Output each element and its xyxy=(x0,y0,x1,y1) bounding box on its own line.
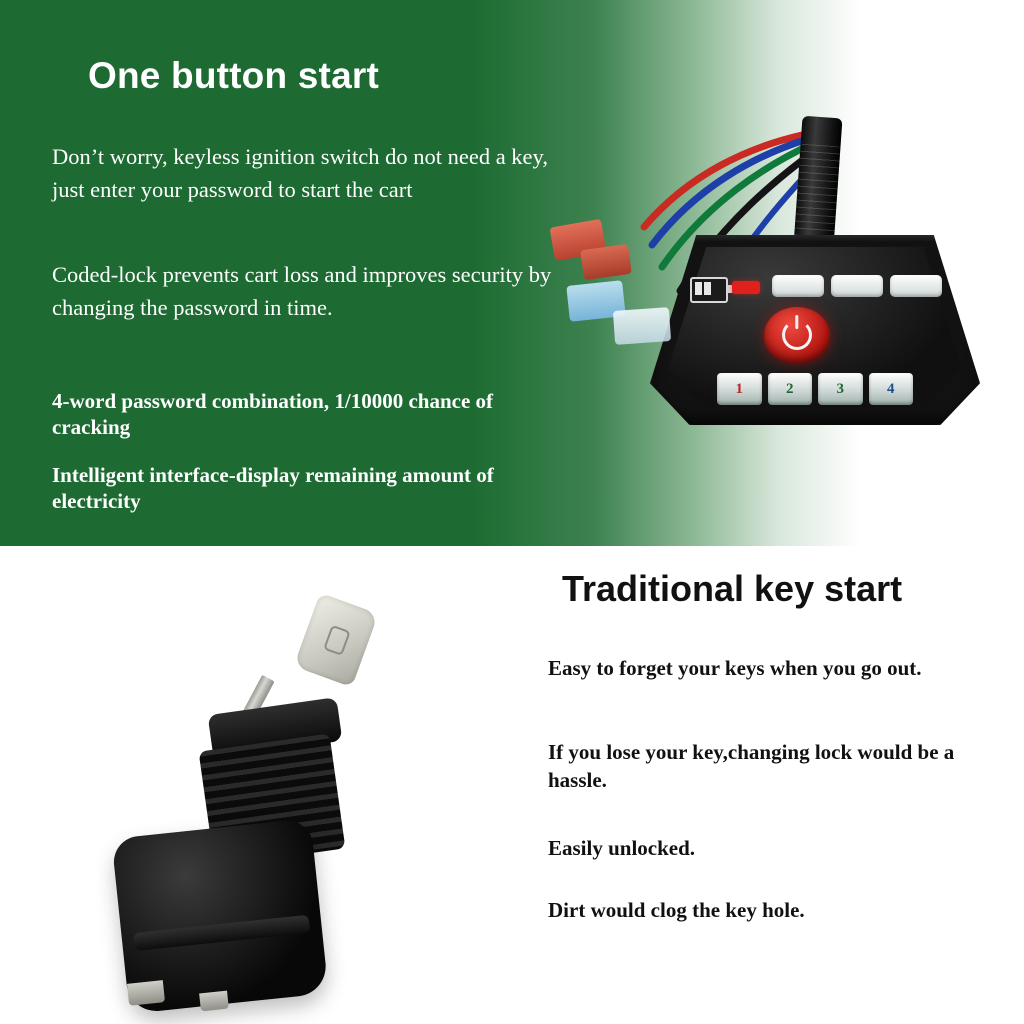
numeric-keypad[interactable] xyxy=(717,373,913,405)
power-button[interactable] xyxy=(764,307,830,363)
key-head xyxy=(294,593,379,688)
power-icon xyxy=(782,320,812,350)
keypad-key-1[interactable]: 1 xyxy=(717,373,762,405)
battery-bar xyxy=(695,282,702,295)
bottom-paragraph-4: Dirt would clog the key hole. xyxy=(548,898,805,922)
wire-connector-clear xyxy=(613,307,671,345)
bottom-paragraph-2: If you lose your key,changing lock would be a hassle. xyxy=(548,740,955,792)
top-paragraph-3: 4-word password combination, 1/10000 chance of cracking xyxy=(52,389,494,439)
stem-ribs xyxy=(794,144,841,247)
low-battery-indicator-light xyxy=(732,281,760,294)
top-panel-title: One button start xyxy=(88,55,379,96)
switch-body-ring xyxy=(133,915,310,951)
keypad-key-4[interactable]: 4 xyxy=(869,373,914,405)
top-paragraph-4: Intelligent interface-display remaining amount of electricity xyxy=(52,463,494,513)
battery-bar xyxy=(704,282,711,295)
battery-icon xyxy=(690,277,728,303)
bottom-paragraph-1: Easy to forget your keys when you go out. xyxy=(548,656,922,680)
switch-terminal-pin xyxy=(199,991,229,1012)
battery-led-segment xyxy=(772,275,824,297)
switch-terminal-pin xyxy=(127,980,165,1006)
battery-led-segment xyxy=(890,275,942,297)
battery-led-segment xyxy=(831,275,883,297)
bottom-paragraph-3: Easily unlocked. xyxy=(548,836,696,860)
top-paragraph-2: Coded-lock prevents cart loss and improves security by changing the password in time. xyxy=(52,262,552,320)
keypad-key-2[interactable]: 2 xyxy=(768,373,813,405)
traditional-key-start-panel xyxy=(0,546,1024,1024)
bottom-panel-title: Traditional key start xyxy=(562,568,903,609)
key-ring-hole xyxy=(323,625,351,656)
keyless-ignition-switch-image xyxy=(540,95,1010,425)
traditional-key-switch-image xyxy=(60,566,490,1006)
top-paragraph-1: Don’t worry, keyless ignition switch do not need a key, just enter your password to start the cart xyxy=(52,144,548,202)
keypad-key-3[interactable]: 3 xyxy=(818,373,863,405)
